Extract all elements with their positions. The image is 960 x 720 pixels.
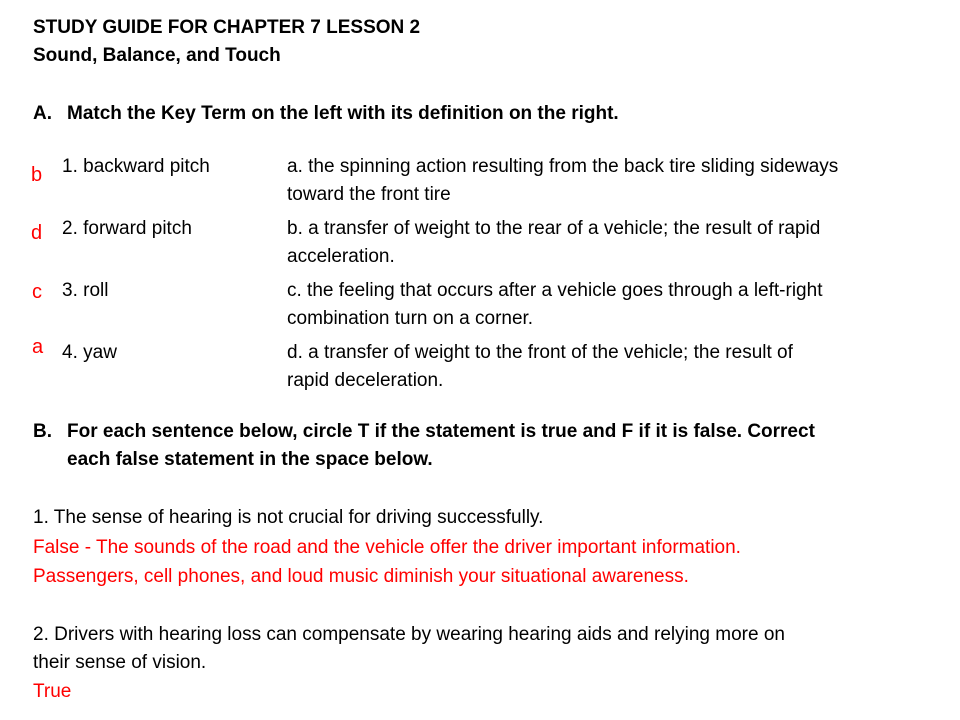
key-term: 4. yaw	[62, 342, 117, 363]
page-subtitle: Sound, Balance, and Touch	[33, 45, 281, 66]
definition-line: b. a transfer of weight to the rear of a vehicle; the result of rapid	[287, 218, 821, 239]
question-1: 1. The sense of hearing is not crucial for driving successfully.	[33, 507, 544, 528]
section-b-instruction-line2: each false statement in the space below.	[67, 449, 433, 470]
section-a-label: A.	[33, 103, 52, 124]
section-b-label: B.	[33, 421, 52, 442]
page-title: STUDY GUIDE FOR CHAPTER 7 LESSON 2	[33, 17, 421, 38]
definition-line: toward the front tire	[287, 184, 451, 205]
answer-1-line2: Passengers, cell phones, and loud music diminish your situational awareness.	[33, 566, 689, 587]
key-term: 3. roll	[62, 280, 109, 301]
definition-line: combination turn on a corner.	[287, 308, 534, 329]
matching-answer: d	[31, 222, 43, 244]
definition-line: a. the spinning action resulting from the back tire sliding sideways	[287, 156, 839, 177]
matching-answer: c	[32, 281, 42, 303]
answer-1-line1: False - The sounds of the road and the vehicle offer the driver important information.	[33, 537, 741, 558]
answer-2: True	[33, 681, 72, 702]
definition-line: c. the feeling that occurs after a vehicle goes through a left-right	[287, 280, 823, 301]
matching-answer: a	[32, 336, 44, 358]
question-2-line2: their sense of vision.	[33, 652, 207, 673]
section-b-instruction-line1: For each sentence below, circle T if the statement is true and F if it is false. Correct	[67, 421, 815, 442]
section-a-instruction: Match the Key Term on the left with its definition on the right.	[67, 103, 619, 124]
key-term: 1. backward pitch	[62, 156, 210, 177]
definition-line: d. a transfer of weight to the front of the vehicle; the result of	[287, 342, 793, 363]
key-term: 2. forward pitch	[62, 218, 192, 239]
question-2-line1: 2. Drivers with hearing loss can compensate by wearing hearing aids and relying more on	[33, 624, 785, 645]
definition-line: rapid deceleration.	[287, 370, 444, 391]
matching-answer: b	[31, 164, 43, 186]
definition-line: acceleration.	[287, 246, 395, 267]
